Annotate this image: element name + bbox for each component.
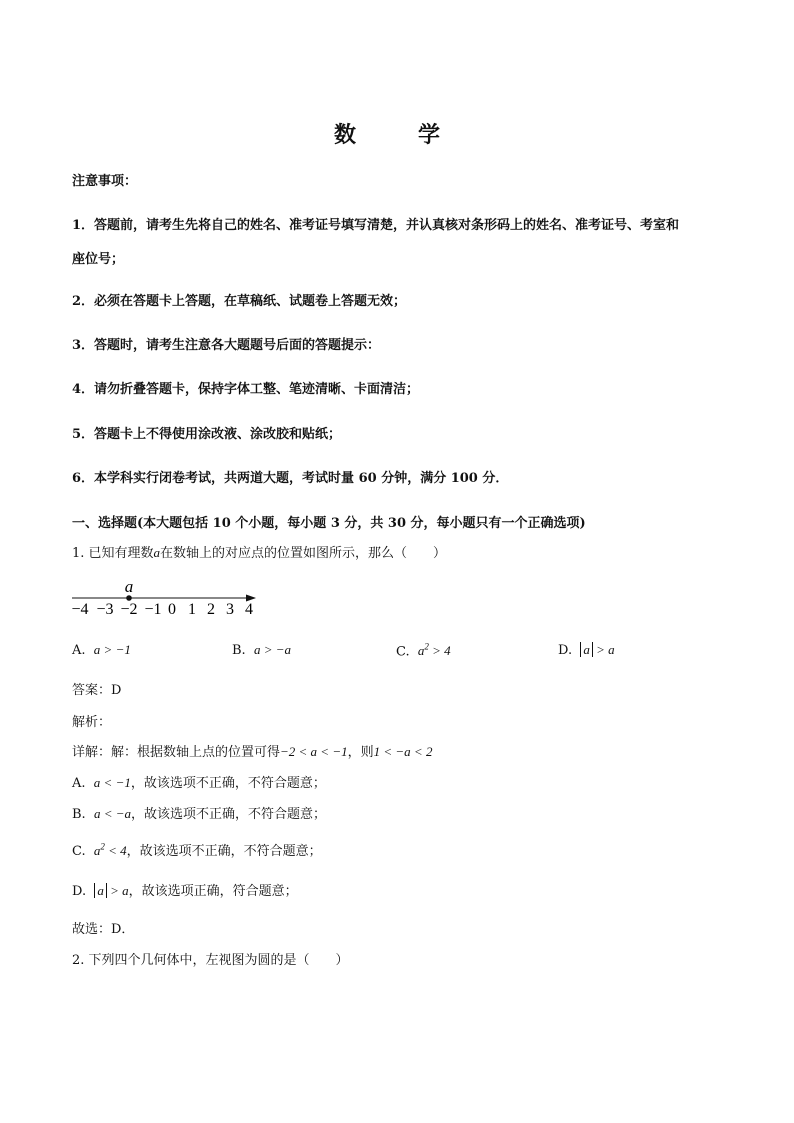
tick-label-0: 0: [168, 601, 176, 618]
explanation-a: A. a < −1，故该选项不正确，不符合题意；: [72, 775, 326, 791]
notice-item-2: 2．必须在答题卡上答题，在草稿纸、试题卷上答题无效；: [72, 294, 407, 309]
option-b-expr: a > −a: [253, 642, 291, 657]
detail-ineq-2: 1 < −a < 2: [373, 744, 433, 759]
option-a[interactable]: A. a > −1: [72, 642, 131, 658]
question-1-prefix: 1. 已知有理数: [72, 546, 154, 561]
question-1-var: a: [153, 545, 161, 560]
option-b[interactable]: B. a > −a: [232, 642, 291, 658]
analysis-label: 解析：: [72, 715, 112, 730]
page-title: 数 学: [333, 122, 460, 148]
number-line-point: [126, 595, 132, 601]
notice-item-6: 6．本学科实行闭卷考试，共两道大题，考试时量 60 分钟，满分 100 分．: [72, 471, 509, 486]
tick-label-neg2: −2: [120, 601, 138, 618]
notice-item-5: 5．答题卡上不得使用涂改液、涂改胶和贴纸；: [72, 427, 342, 442]
option-c-expr: $a^2 > 4$: [417, 642, 451, 659]
notice-item-1-cont: 座位号；: [72, 252, 125, 267]
detail-line: 详解：解：根据数轴上点的位置可得−2 < a < −1，则1 < −a < 2: [72, 744, 433, 760]
option-a-expr: a > −1: [93, 642, 131, 657]
explanation-b: B. a < −a，故该选项不正确，不符合题意；: [72, 806, 327, 822]
tick-label-neg1: −1: [144, 601, 162, 618]
tick-label-4: 4: [245, 601, 253, 618]
tick-label-neg4: −4: [71, 601, 89, 618]
option-d[interactable]: D. a > a: [558, 642, 615, 658]
tick-label-1: 1: [188, 601, 196, 618]
section-heading: 一、选择题(本大题包括 10 个小题，每小题 3 分，共 30 分，每小题只有一个正确选项): [72, 516, 586, 531]
option-c[interactable]: C. $a^2 > 4$: [396, 642, 451, 660]
tick-label-3: 3: [226, 601, 234, 618]
explanation-c: C. $a^2 < 4$，故该选项不正确，不符合题意；: [72, 841, 322, 859]
notice-item-3: 3．答题时，请考生注意各大题题号后面的答题提示：: [72, 338, 381, 353]
detail-ineq-1: −2 < a < −1: [280, 744, 348, 759]
question-1: [72, 542, 446, 561]
question-1-suffix: 在数轴上的对应点的位置如图所示，那么（ ）: [160, 546, 447, 561]
option-d-expr: a > a: [580, 642, 614, 657]
notice-item-4: 4．请勿折叠答题卡，保持字体工整、笔迹清晰、卡面清洁；: [72, 382, 420, 397]
tick-label-neg3: −3: [96, 601, 114, 618]
notice-item-1: 1．答题前，请考生先将自己的姓名、准考证号填写清楚，并认真核对条形码上的姓名、准考证号、考室和: [72, 218, 680, 233]
answer: 答案：D: [72, 683, 122, 698]
question-2: 2. 下列四个几何体中，左视图为圆的是（ ）: [72, 953, 349, 968]
conclusion: 故选：D．: [72, 922, 135, 937]
notice-heading: 注意事项：: [72, 174, 138, 189]
explanation-d: D. a > a，故该选项正确，符合题意；: [72, 883, 298, 899]
number-line: [68, 578, 268, 620]
number-line-point-label: a: [124, 578, 134, 596]
tick-label-2: 2: [207, 601, 215, 618]
